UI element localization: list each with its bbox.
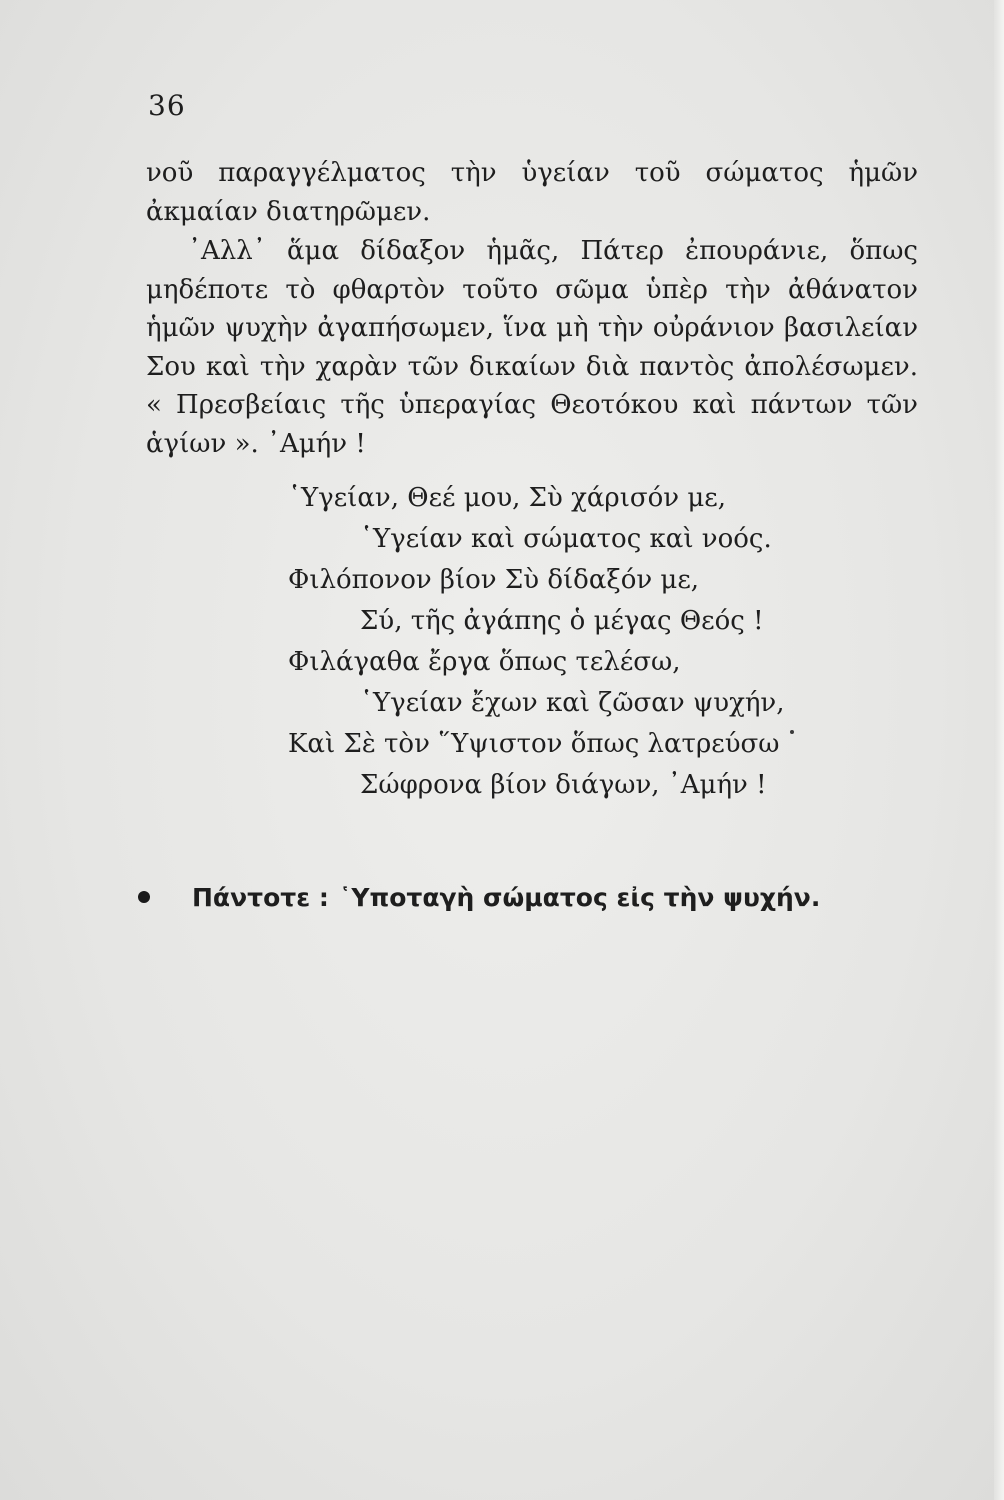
- poem-line: Φιλάγαθα ἔργα ὅπως τελέσω,: [288, 647, 681, 677]
- poem-line: Καὶ Σὲ τὸν ῞Υψιστον ὅπως λατρεύσω: [288, 729, 780, 759]
- poem-line: Φιλόπονον βίον Σὺ δίδαξόν με,: [288, 565, 700, 595]
- prose-text: [146, 154, 918, 463]
- poem-line: Σώφρονα βίον διάγων, ᾿Αμήν !: [360, 770, 767, 800]
- paragraph-prayer: ᾿Αλλ᾿ ἅμα δίδαξον ἡμᾶς, Πάτερ ἐπουράνιε, ὅπως μηδέποτε τὸ φθαρτὸν τοῦτο σῶμα ὑπὲρ τὴν ἀθάνατον ἡμῶν ψυχὴν ἀγαπήσωμεν, ἵνα μὴ τὴν οὐράνιον βασιλείαν Σου καὶ τὴν χαρὰν τῶν δικαίων διὰ παντὸς ἀπολέσωμεν. « Πρεσβείαις τῆς ὑπεραγίας Θεοτόκου καὶ πάντων τῶν ἁγίων ». ᾿Αμήν !: [146, 236, 918, 459]
- ink-speck: [790, 730, 794, 734]
- bullet-icon: [138, 891, 150, 903]
- poem-line: ῾Υγείαν ἔχων καὶ ζῶσαν ψυχήν,: [360, 688, 785, 718]
- motto-label: Πάντοτε :: [192, 883, 329, 912]
- motto-text: ῾Υποταγὴ σώματος εἰς τὴν ψυχήν.: [338, 883, 821, 912]
- poem-line: ῾Υγείαν, Θεέ μου, Σὺ χάρισόν με,: [288, 483, 727, 513]
- paragraph-continuation: νοῦ παραγγέλματος τὴν ὑγείαν τοῦ σώματος ἡμῶν ἀκμαίαν διατηρῶμεν.: [146, 158, 918, 227]
- page-edge: [994, 0, 1004, 1500]
- page-number: 36: [148, 89, 186, 122]
- poem-line: ῾Υγείαν καὶ σώματος καὶ νοός.: [360, 524, 772, 554]
- poem-line: Σύ, τῆς ἀγάπης ὁ μέγας Θεός !: [360, 606, 764, 636]
- motto: [138, 874, 918, 922]
- poem: [288, 478, 908, 806]
